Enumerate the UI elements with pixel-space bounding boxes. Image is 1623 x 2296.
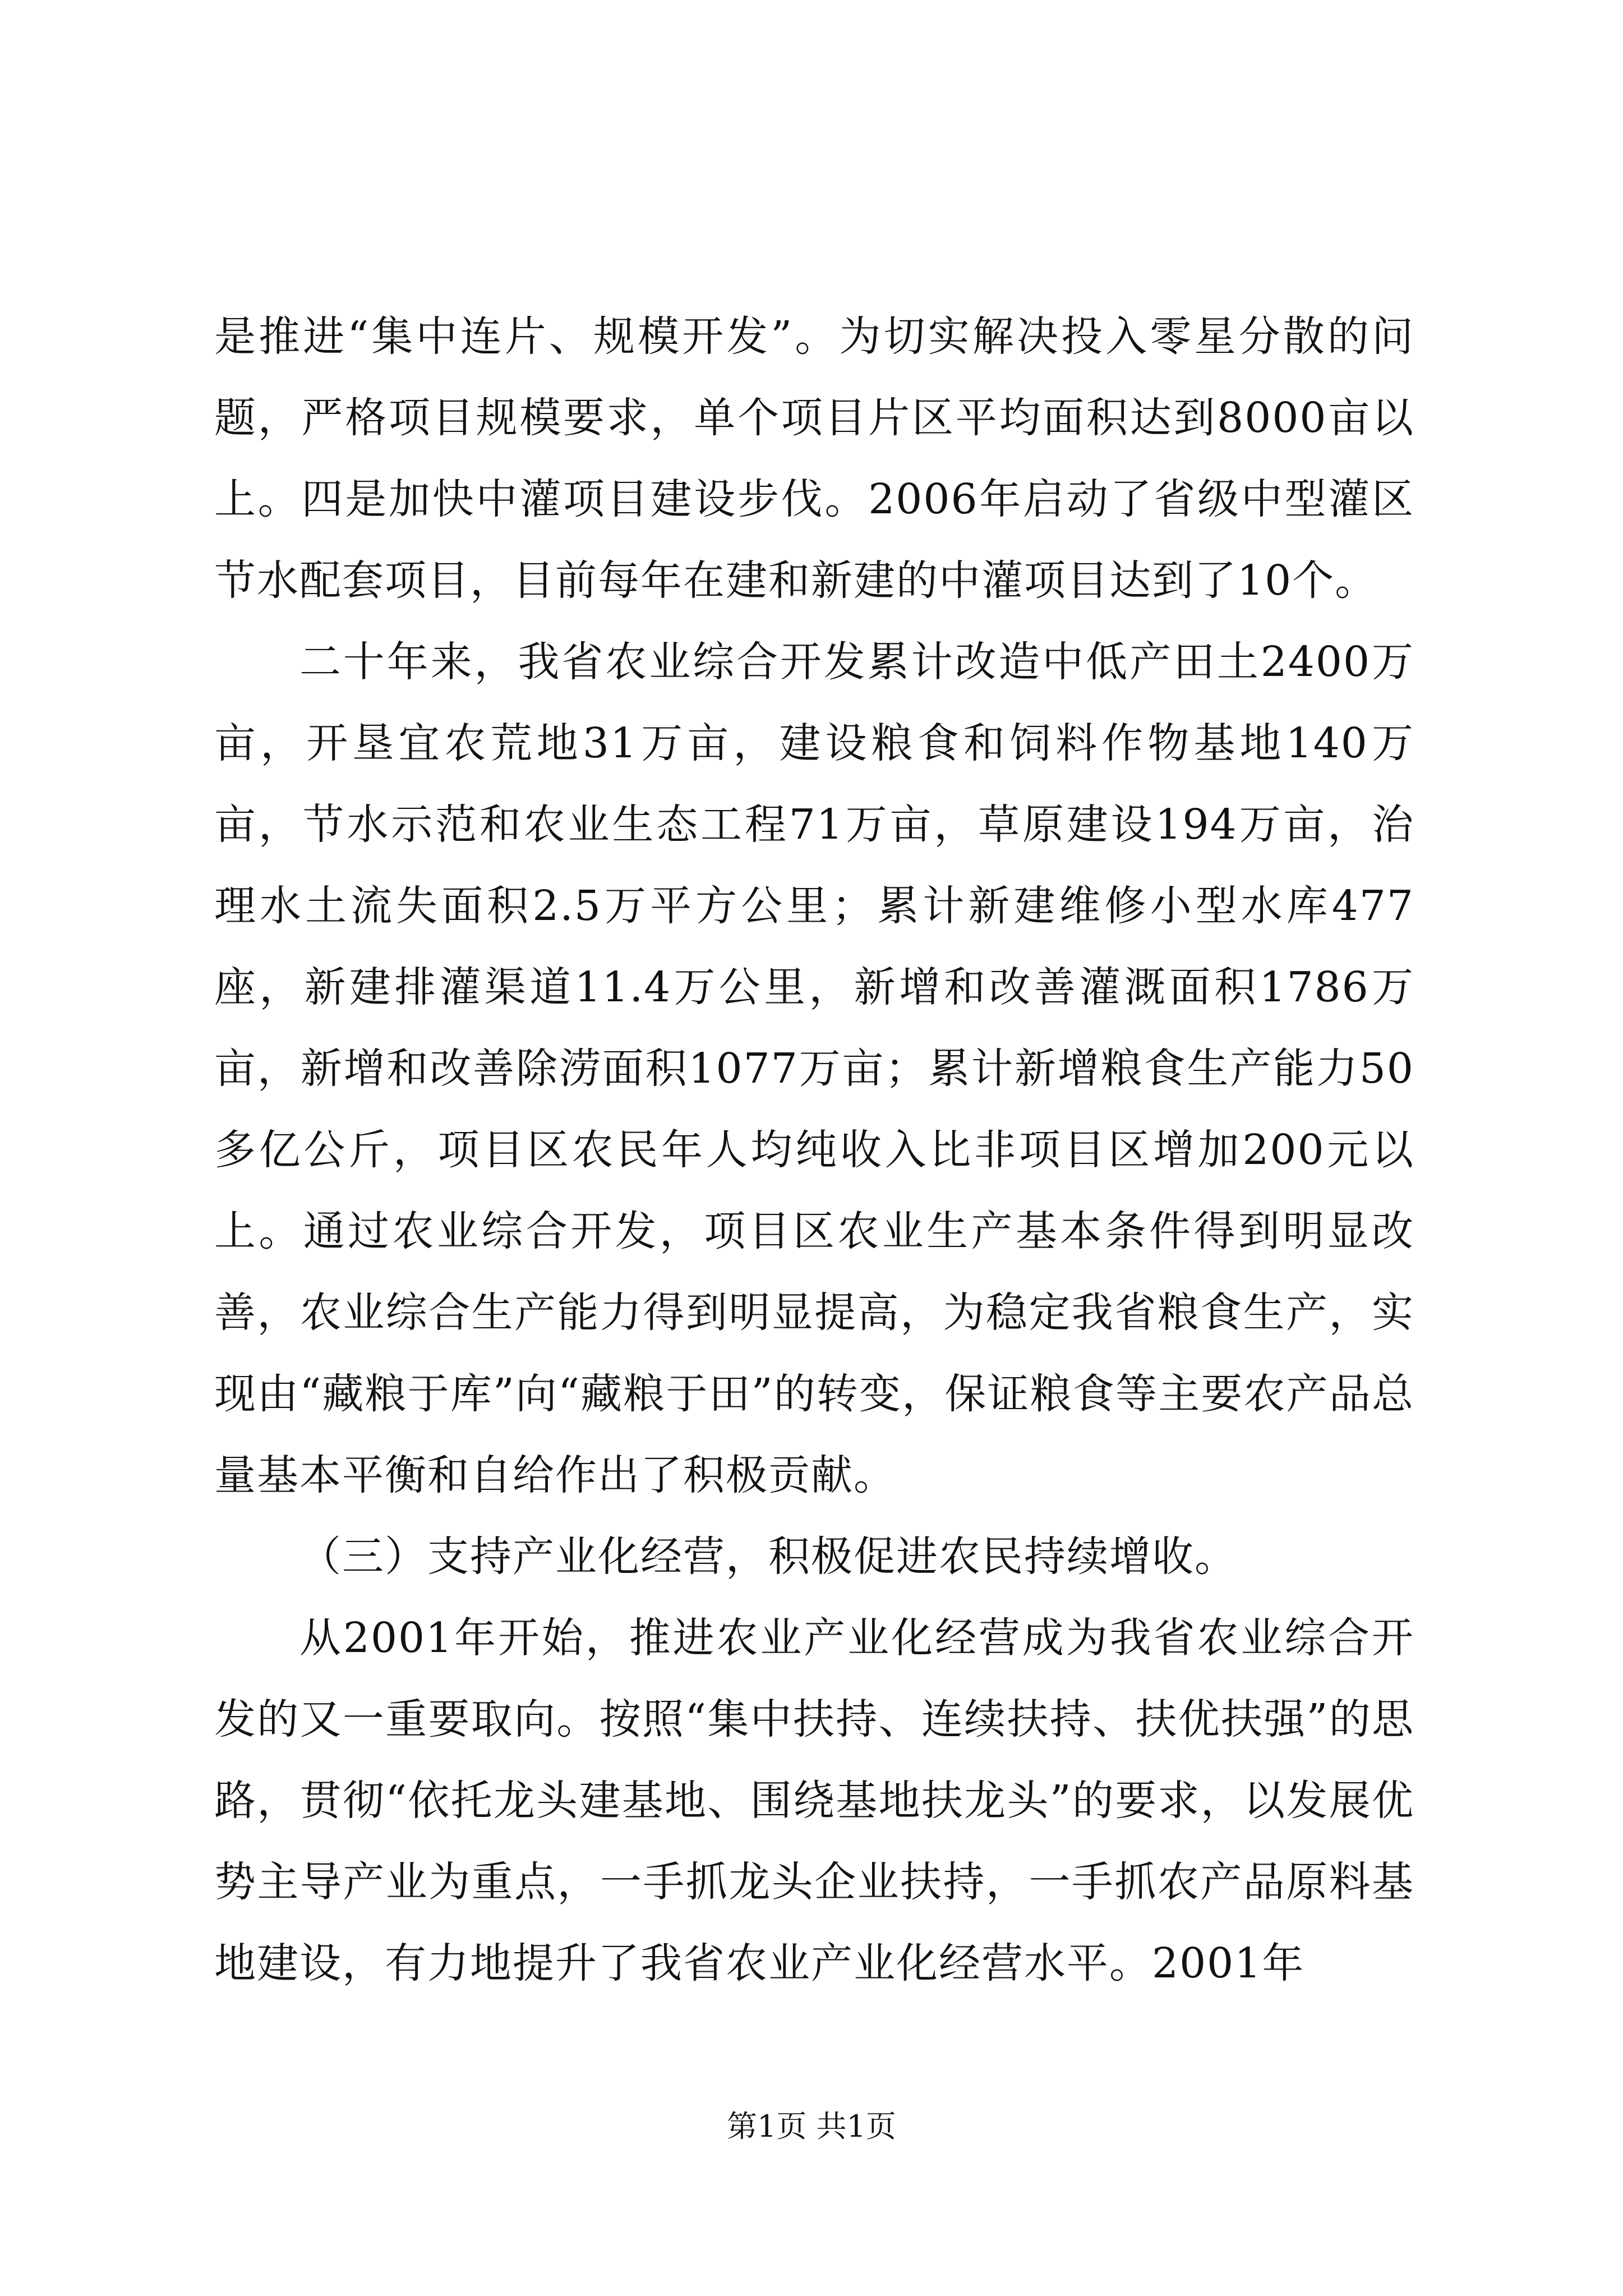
paragraph-2: 二十年来，我省农业综合开发累计改造中低产田土2400万亩，开垦宜农荒地31万亩，建设粮食和饲料作物基地140万亩，节水示范和农业生态工程71万亩，草原建设194万亩，治理水土流失面积2.5万平方公里；累计新建维修小型水库477座，新建排灌渠道11.4万公里，新增和改善灌溉面积1786万亩，新增和改善除涝面积1077万亩；累计新增粮食生产能力50多亿公斤，项目区农民年人均纯收入比非项目区增加200元以上。通过农业综合开发，项目区农业生产基本条件得到明显改善，农业综合生产能力得到明显提高，为稳定我省粮食生产，实现由“藏粮于库”向“藏粮于田”的转变，保证粮食等主要农产品总量基本平衡和自给作出了积极贡献。 bbox=[214, 638, 1414, 1499]
paragraph-3: 从2001年开始，推进农业产业化经营成为我省农业综合开发的又一重要取向。按照“集中扶持、连续扶持、扶优扶强”的思路，贯彻“依托龙头建基地、围绕基地扶龙头”的要求，以发展优势主导产业为重点，一手抓龙头企业扶持，一手抓农产品原料基地建设，有力地提升了我省农业产业化经营水平。2001年 bbox=[214, 1614, 1414, 1987]
document-body bbox=[214, 296, 1414, 2004]
section-heading: （三）支持产业化经营，积极促进农民持续增收。 bbox=[299, 1533, 1237, 1581]
paragraph-1: 是推进“集中连片、规模开发”。为切实解决投入零星分散的问题，严格项目规模要求，单个项目片区平均面积达到8000亩以上。四是加快中灌项目建设步伐。2006年启动了省级中型灌区节水配套项目，目前每年在建和新建的中灌项目达到了10个。 bbox=[214, 312, 1414, 605]
page-footer: 第1页 共1页 bbox=[727, 2109, 896, 2144]
